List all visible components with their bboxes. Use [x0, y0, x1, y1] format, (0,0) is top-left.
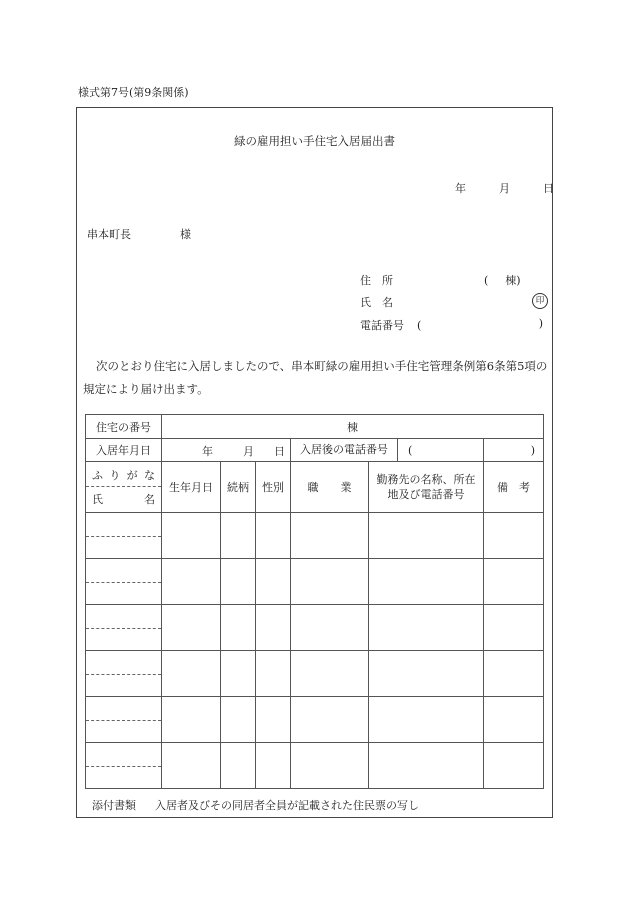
seal-mark-icon: 印: [532, 293, 548, 309]
resident-entry-cell[interactable]: [484, 605, 544, 651]
resident-entry-cell[interactable]: [221, 697, 256, 743]
resident-row: [86, 651, 544, 697]
sender-name-label: 氏 名: [360, 296, 393, 309]
sender-building-paren: (: [484, 274, 489, 287]
resident-entry-cell[interactable]: [369, 651, 484, 697]
resident-entry-cell[interactable]: [291, 605, 369, 651]
resident-entry-cell[interactable]: [291, 559, 369, 605]
building-unit: 棟: [347, 420, 358, 434]
furigana-entry[interactable]: [86, 651, 161, 674]
dashed-divider: [86, 536, 161, 537]
row-header: [86, 462, 544, 513]
dashed-divider: [86, 720, 161, 721]
sender-phone-row: [360, 317, 548, 333]
resident-entry-cell[interactable]: [221, 651, 256, 697]
name-label: 氏 名: [92, 492, 155, 506]
phone-after-label: 入居後の電話番号: [291, 439, 398, 461]
attachment-label: 添付書類: [92, 799, 136, 812]
furigana-entry[interactable]: [86, 605, 161, 628]
resident-entry-cell[interactable]: [484, 513, 544, 559]
col-workplace: 勤務先の名称、所在地及び電話番号: [369, 462, 484, 513]
form-caption: 様式第7号(第9条関係): [78, 86, 189, 99]
move-in-month: 月: [243, 445, 254, 458]
dashed-divider: [86, 766, 161, 767]
resident-entry-cell[interactable]: [256, 743, 291, 789]
resident-name-cell[interactable]: [86, 605, 162, 651]
col-relationship: 続柄: [221, 462, 256, 513]
date-month: 月: [499, 182, 510, 195]
dashed-divider: [86, 674, 161, 675]
dashed-divider: [86, 582, 161, 583]
furigana-label: ふ り が な: [92, 468, 155, 482]
move-in-year: 年: [202, 445, 213, 458]
sender-address-row: [360, 272, 521, 288]
resident-row: [86, 697, 544, 743]
phone-after-paren-close: ): [484, 439, 544, 462]
resident-entry-cell[interactable]: [484, 559, 544, 605]
move-in-date-field[interactable]: [162, 439, 291, 462]
sender-phone-paren-open: (: [417, 319, 422, 332]
resident-name-cell[interactable]: [86, 651, 162, 697]
resident-entry-cell[interactable]: [221, 743, 256, 789]
resident-entry-cell[interactable]: [369, 743, 484, 789]
addressee: [87, 226, 191, 242]
phone-after-cell: [291, 439, 484, 462]
resident-entry-cell[interactable]: [256, 513, 291, 559]
form-frame: [76, 107, 553, 818]
phone-after-paren-open: (: [408, 443, 413, 457]
resident-entry-cell[interactable]: [256, 605, 291, 651]
resident-entry-cell[interactable]: [162, 697, 221, 743]
resident-row: [86, 743, 544, 789]
resident-entry-cell[interactable]: [369, 559, 484, 605]
dashed-divider: [86, 628, 161, 629]
sender-phone-paren-close: ): [538, 317, 543, 330]
resident-entry-cell[interactable]: [256, 651, 291, 697]
col-gender: 性別: [256, 462, 291, 513]
resident-entry-cell[interactable]: [256, 697, 291, 743]
furigana-entry[interactable]: [86, 513, 161, 536]
date-year: 年: [455, 182, 466, 195]
resident-entry-cell[interactable]: [291, 743, 369, 789]
row-move-in: [86, 439, 544, 462]
resident-row: [86, 559, 544, 605]
row-housing-number: [86, 415, 544, 439]
sender-name-row: [360, 294, 548, 310]
resident-table: [85, 414, 544, 789]
col-remarks: 備 考: [484, 462, 544, 513]
resident-name-cell[interactable]: [86, 743, 162, 789]
col-occupation: 職 業: [291, 462, 369, 513]
resident-entry-cell[interactable]: [221, 559, 256, 605]
resident-entry-cell[interactable]: [162, 559, 221, 605]
resident-entry-cell[interactable]: [256, 559, 291, 605]
furigana-name-header: [86, 462, 162, 513]
resident-entry-cell[interactable]: [162, 605, 221, 651]
sender-building-unit: 棟): [505, 274, 521, 287]
resident-entry-cell[interactable]: [221, 605, 256, 651]
resident-entry-cell[interactable]: [484, 743, 544, 789]
resident-entry-cell[interactable]: [162, 513, 221, 559]
resident-name-cell[interactable]: [86, 513, 162, 559]
resident-entry-cell[interactable]: [291, 651, 369, 697]
resident-row: [86, 605, 544, 651]
col-birthdate: 生年月日: [162, 462, 221, 513]
resident-name-cell[interactable]: [86, 697, 162, 743]
resident-entry-cell[interactable]: [162, 651, 221, 697]
resident-entry-cell[interactable]: [221, 513, 256, 559]
resident-entry-cell[interactable]: [369, 605, 484, 651]
furigana-entry[interactable]: [86, 697, 161, 720]
attachment-text: 入居者及びその同居者全員が記載された住民票の写し: [155, 799, 419, 812]
body-paragraph: 次のとおり住宅に入居しましたので、串本町緑の雇用担い手住宅管理条例第6条第5項の規定により届け出ます。: [83, 359, 548, 396]
date-line: [455, 180, 554, 196]
resident-entry-cell[interactable]: [291, 513, 369, 559]
sender-address-label: 住 所: [360, 274, 393, 287]
resident-row: [86, 513, 544, 559]
resident-entry-cell[interactable]: [484, 651, 544, 697]
resident-entry-cell[interactable]: [291, 697, 369, 743]
resident-entry-cell[interactable]: [369, 697, 484, 743]
resident-name-cell[interactable]: [86, 559, 162, 605]
resident-entry-cell[interactable]: [484, 697, 544, 743]
addressee-name: 串本町長: [87, 228, 131, 241]
furigana-entry[interactable]: [86, 743, 161, 766]
attachment-line: [92, 797, 419, 813]
move-in-day: 日: [274, 445, 285, 458]
sender-phone-label: 電話番号: [360, 319, 404, 332]
move-in-date-label: 入居年月日: [86, 439, 162, 462]
form-title: 緑の雇用担い手住宅入居届出書: [234, 134, 395, 148]
resident-entry-cell[interactable]: [162, 743, 221, 789]
resident-entry-cell[interactable]: [369, 513, 484, 559]
addressee-honorific: 様: [180, 228, 191, 241]
furigana-entry[interactable]: [86, 559, 161, 582]
housing-number-label: 住宅の番号: [86, 415, 162, 439]
date-day: 日: [543, 182, 554, 195]
housing-number-field[interactable]: [162, 415, 544, 439]
